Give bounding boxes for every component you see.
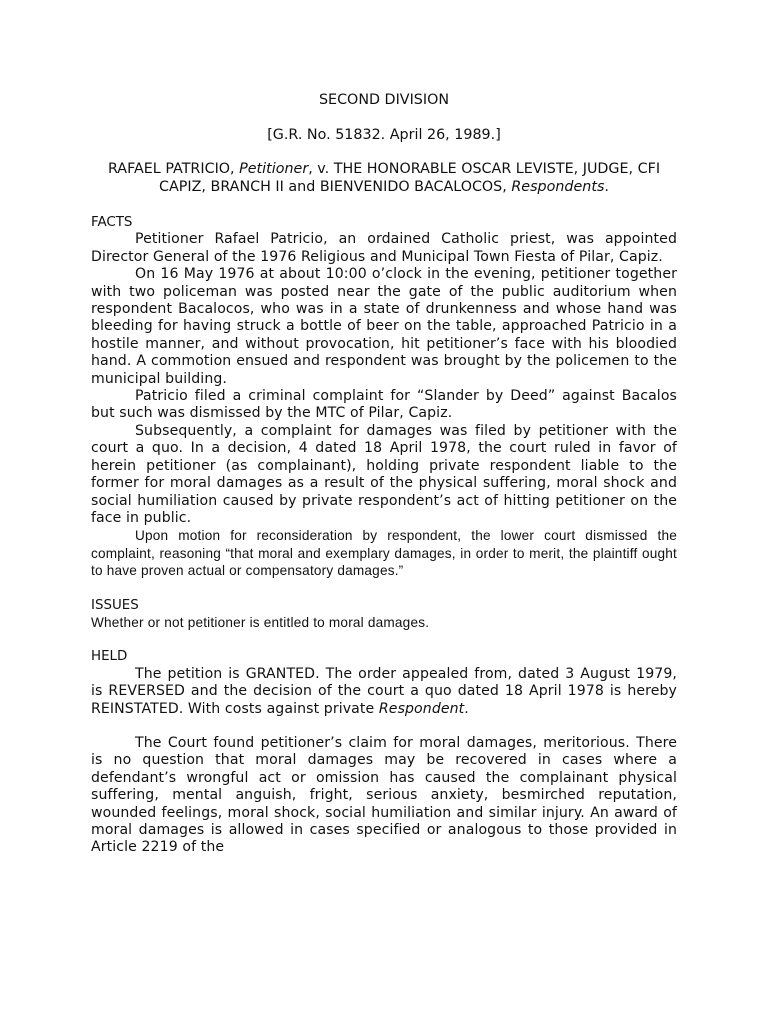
facts-paragraph: Upon motion for reconsideration by respondent, the lower court dismissed the complaint, reasoning “that moral and exemplary damages, in order to merit, the plaintiff ought to have proven actual or compensatory damages.” [91, 528, 677, 579]
spacer [91, 718, 677, 735]
facts-heading: FACTS [91, 215, 133, 230]
versus-text: , v. THE HONORABLE OSCAR LEVISTE, JUDGE, CFI CAPIZ, BRANCH II and BIENVENIDO BACALOCOS, [159, 161, 661, 195]
division-heading: SECOND DIVISION [318, 92, 450, 108]
held-paragraph [91, 666, 677, 718]
held-paragraph: The Court found petitioner’s claim for moral damages, meritorious. There is no question that moral damages may be recovered in cases where a defendant’s wrongful act or omission has caused the complainant physical suffering, mental anguish, fright, serious anxiety, besmirched reputation, wounded feelings, moral shock, social humiliation and similar injury. An award of moral damages is allowed in cases specified or analogous to those provided in Article 2219 of the [91, 734, 677, 856]
petitioner-name: RAFAEL PATRICIO, [107, 161, 235, 177]
parties-end: . [604, 178, 609, 195]
held-italic: Respondent [378, 700, 465, 717]
held-end: . [464, 700, 469, 717]
case-number: [G.R. No. 51832. April 26, 1989.] [267, 126, 501, 143]
case-parties [91, 161, 677, 196]
issues-text: Whether or not petitioner is entitled to moral damages. [91, 614, 430, 630]
issues-heading: ISSUES [91, 597, 139, 613]
spacer [91, 631, 677, 648]
respondent-role: Respondents [511, 178, 605, 195]
facts-paragraph: Petitioner Rafael Patricio, an ordained Catholic priest, was appointed Director General of the 1976 Religious and Municipal Town Fiesta of Pilar, Capiz. [91, 231, 677, 265]
held-heading: HELD [91, 649, 128, 665]
petitioner-role: Petitioner [239, 161, 309, 177]
held-text: The petition is GRANTED. The order appealed from, dated 3 August 1979, is REVERSED and the decision of the court a quo dated 18 April 1978 is hereby REINSTATED. With costs against private [91, 665, 677, 717]
facts-paragraph: Patricio filed a criminal complaint for “Slander by Deed” against Bacalos but such was dismissed by the MTC of Pilar, Capiz. [91, 388, 677, 422]
spacer [91, 580, 677, 597]
facts-paragraph: Subsequently, a complaint for damages was filed by petitioner with the court a quo. In a decision, 4 dated 18 April 1978, the court ruled in favor of herein petitioner (as complainant), holding private respondent liable to the former for moral damages as a result of the physical suffering, moral shock and social humiliation caused by private respondent’s act of hitting petitioner on the face in public. [91, 422, 677, 526]
facts-paragraph: On 16 May 1976 at about 10:00 o’clock in the evening, petitioner together with two policeman was posted near the gate of the public auditorium when respondent Bacalocos, who was in a state of drunkenness and whose hand was bleeding for having struck a bottle of beer on the table, approached Patricio in a hostile manner, and without provocation, hit petitioner’s face with his bloodied hand. A commotion ensued and respondent was brought by the policemen to the municipal building. [91, 266, 677, 387]
